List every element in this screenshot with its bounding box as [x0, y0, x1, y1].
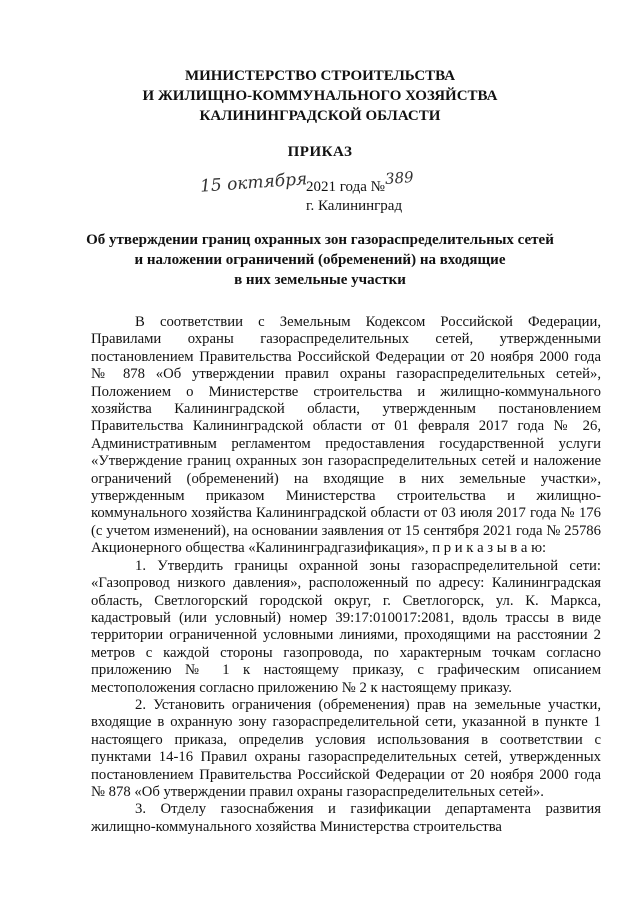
date-line [0, 168, 640, 217]
year-number-label: 2021 года № [306, 179, 385, 195]
paragraph-item-2: 2. Установить ограничения (обременения) прав на земельные участки, входящие в охранную зону газораспределительной сети, указанной в пункте 1 настоящего приказа, определив условия использования в соответствии с пунктами 14-16 Правил охраны газораспределительных сетей, утвержденных постановлением Правительства Российской Федерации от 20 ноября 2000 года № 878 «Об утверждении правил охраны газораспределительных сетей». [91, 696, 601, 800]
paragraph-preamble: В соответствии с Земельным Кодексом Российской Федерации, Правилами охраны газораспределительных сетей, утвержденными постановлением Правительства Российской Федерации от 20 ноября 2000 года № 878 «Об утверждении правил охраны газораспределительных сетей», Положением о Министерстве строительства и жилищно-коммунального хозяйства Калининградской области, утвержденным постановлением Правительства Калининградской области от 01 февраля 2017 года № 26, Административным регламентом предоставления государственной услуги «Утверждение границ охранных зон газораспределительных сетей и наложение ограничений (обременений) на входящие в них земельные участки», утвержденным приказом Министерства строительства и жилищно-коммунального хозяйства Калининградской области от 03 июля 2017 года № 176 (с учетом изменений), на основании заявления от 15 сентября 2021 года № 25786 Акционерного общества «Калининградгазификация», п р и к а з ы в а ю: [91, 314, 601, 557]
handwritten-date: 15 октября [199, 169, 308, 197]
subject-line: в них земельные участки [234, 272, 406, 288]
handwritten-number: 389 [384, 168, 415, 188]
paragraph-item-3: 3. Отделу газоснабжения и газификации департамента развития жилищно-коммунального хозяйства Министерства строительства [91, 801, 601, 835]
ministry-line: КАЛИНИНГРАДСКОЙ ОБЛАСТИ [199, 108, 441, 124]
subject-line: Об утверждении границ охранных зон газораспределительных сетей [86, 232, 554, 248]
ministry-line: И ЖИЛИЩНО-КОММУНАЛЬНОГО ХОЗЯЙСТВА [142, 88, 498, 104]
ministry-title [0, 66, 640, 126]
subject-line: и наложении ограничений (обременений) на входящие [134, 252, 506, 268]
document-subject [0, 230, 640, 290]
paragraph-item-1: 1. Утвердить границы охранной зоны газораспределительной сети: «Газопровод низкого давления», расположенный по адресу: Калининградская область, Светлогорский городской округ, г. Светлогорск, ул. К. Маркса, кадастровый (или условный) номер 39:17:010017:2081, вдоль трассы в виде территории ограниченной условными линиями, проходящими на расстоянии 2 метров с каждой стороны газопровода, по характерным точкам согласно приложению № 1 к настоящему приказу, с графическим описанием местоположения согласно приложению № 2 к настоящему приказу. [91, 557, 601, 696]
ministry-line: МИНИСТЕРСТВО СТРОИТЕЛЬСТВА [184, 68, 456, 84]
city: г. Калининград [306, 198, 403, 214]
document-body [91, 314, 601, 836]
document-type: ПРИКАЗ [287, 144, 353, 160]
